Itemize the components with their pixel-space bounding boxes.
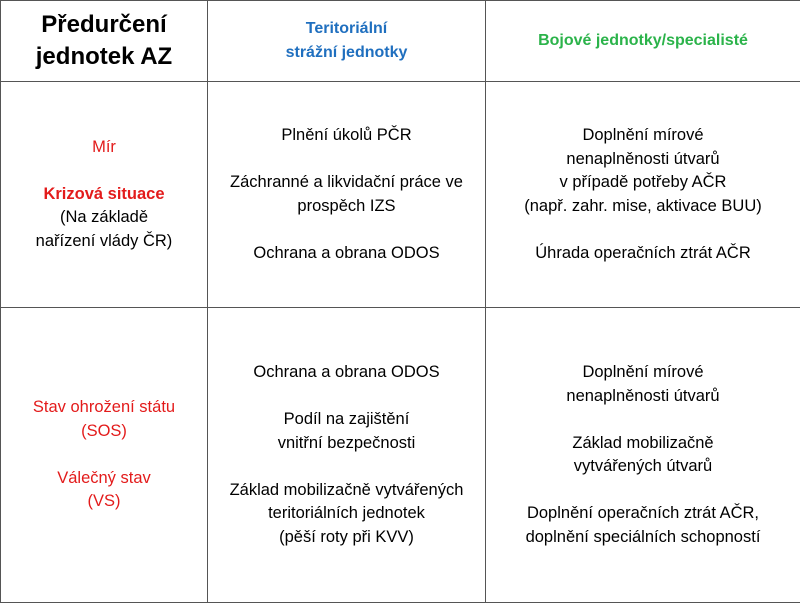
row1-combat-cell — [486, 82, 800, 308]
label-crisis-note-1: (Na základě — [7, 206, 201, 230]
row2-label-cell — [1, 308, 208, 603]
row2-territorial-item: vnitřní bezpečnosti — [214, 432, 479, 456]
row2-territorial-item: Základ mobilizačně vytvářených — [214, 479, 479, 503]
header-title-cell — [1, 1, 208, 82]
row2-combat-item: Základ mobilizačně — [492, 432, 794, 456]
row2-territorial-item: Podíl na zajištění — [214, 408, 479, 432]
header-combat-cell — [486, 1, 800, 82]
row2-combat-item: Doplnění operačních ztrát AČR, — [492, 502, 794, 526]
label-war-state: Válečný stav — [7, 467, 201, 491]
table-title-line2: jednotek AZ — [7, 41, 201, 73]
row2-combat-item: vytvářených útvarů — [492, 455, 794, 479]
row2-combat-cell — [486, 308, 800, 603]
row1-territorial-item: Ochrana a obrana ODOS — [214, 242, 479, 266]
table-row-peace-crisis — [1, 82, 800, 308]
row2-territorial-item: teritoriálních jednotek — [214, 502, 479, 526]
row2-combat-item: Doplnění mírové — [492, 361, 794, 385]
row2-territorial-item: Ochrana a obrana ODOS — [214, 361, 479, 385]
label-vs: (VS) — [7, 490, 201, 514]
label-sos: (SOS) — [7, 420, 201, 444]
header-territorial-line2: strážní jednotky — [214, 41, 479, 65]
row2-territorial-cell — [208, 308, 486, 603]
row1-combat-item: Doplnění mírové — [492, 124, 794, 148]
header-territorial-line1: Teritoriální — [214, 17, 479, 41]
row1-territorial-cell — [208, 82, 486, 308]
row1-territorial-item: Plnění úkolů PČR — [214, 124, 479, 148]
label-crisis-note-2: nařízení vlády ČR) — [7, 230, 201, 254]
header-row — [1, 1, 800, 82]
row1-combat-item: nenaplněnosti útvarů — [492, 148, 794, 172]
table-row-threat-war — [1, 308, 800, 603]
row1-territorial-item: Záchranné a likvidační práce ve — [214, 171, 479, 195]
row1-label-cell — [1, 82, 208, 308]
row2-combat-item: nenaplněnosti útvarů — [492, 385, 794, 409]
row2-combat-item: doplnění speciálních schopností — [492, 526, 794, 550]
table-title-line1: Předurčení — [7, 9, 201, 41]
row2-territorial-item: (pěší roty při KVV) — [214, 526, 479, 550]
header-territorial-cell — [208, 1, 486, 82]
label-crisis: Krizová situace — [7, 183, 201, 207]
header-combat-label: Bojové jednotky/specialisté — [492, 29, 794, 53]
row1-combat-item: (např. zahr. mise, aktivace BUU) — [492, 195, 794, 219]
row1-combat-item: v případě potřeby AČR — [492, 171, 794, 195]
label-peace: Mír — [7, 136, 201, 160]
row1-territorial-item: prospěch IZS — [214, 195, 479, 219]
label-state-threat: Stav ohrožení státu — [7, 396, 201, 420]
row1-combat-item: Úhrada operačních ztrát AČR — [492, 242, 794, 266]
